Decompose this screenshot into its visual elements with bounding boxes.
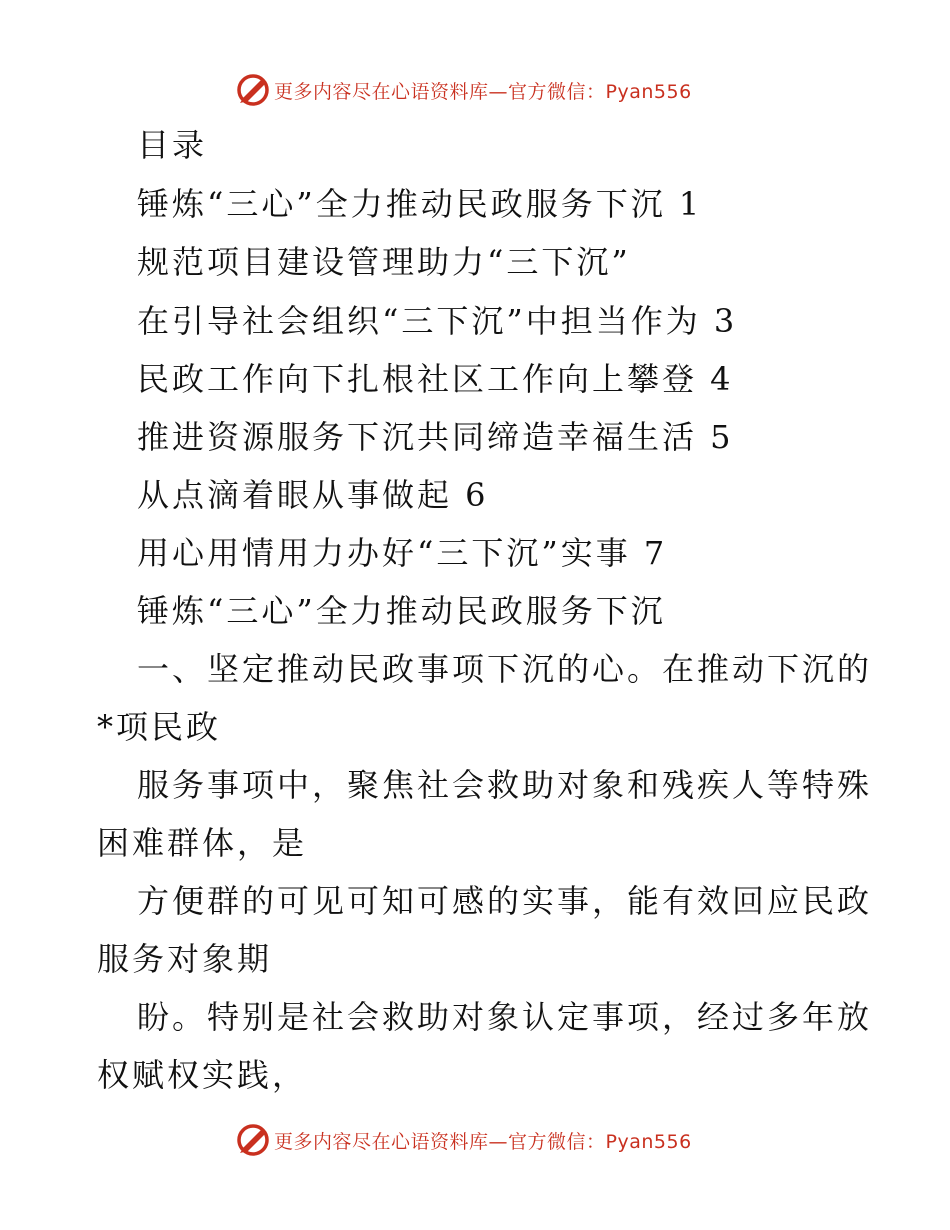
paragraph-line: 一、坚定推动民政事项下沉的心。在推动下沉的 [137, 650, 873, 688]
toc-title: 目录 [137, 126, 208, 164]
paragraph-line: *项民政 [97, 708, 222, 746]
paragraph-line: 权赋权实践， [97, 1056, 308, 1094]
paragraph-line: 方便群的可见可知可感的实事，能有效回应民政 [137, 882, 873, 920]
toc-entry: 推进资源服务下沉共同缔造幸福生活 5 [137, 418, 734, 456]
footer-banner-text: 更多内容尽在心语资料库—官方微信：Pyan556 [274, 1130, 692, 1153]
toc-entry: 锤炼“三心”全力推动民政服务下沉 1 [137, 185, 703, 223]
toc-entry: 从点滴着眼从事做起 6 [137, 476, 489, 514]
paragraph-line: 困难群体，是 [97, 824, 308, 862]
pen-circle-logo-icon [236, 73, 270, 107]
article-heading: 锤炼“三心”全力推动民政服务下沉 [137, 592, 666, 630]
pen-circle-logo-icon [236, 1123, 270, 1157]
paragraph-line: 盼。特别是社会救助对象认定事项，经过多年放 [137, 998, 873, 1036]
header-banner-text: 更多内容尽在心语资料库—官方微信：Pyan556 [274, 80, 692, 103]
toc-entry: 规范项目建设管理助力“三下沉” [137, 243, 631, 281]
paragraph-line: 服务对象期 [97, 940, 273, 978]
footer-banner [0, 1120, 950, 1160]
paragraph-line: 服务事项中，聚焦社会救助对象和残疾人等特殊 [137, 766, 873, 804]
toc-entry: 用心用情用力办好“三下沉”实事 7 [137, 534, 668, 572]
toc-entry: 在引导社会组织“三下沉”中担当作为 3 [137, 302, 738, 340]
header-banner [0, 70, 950, 110]
toc-entry: 民政工作向下扎根社区工作向上攀登 4 [137, 360, 734, 398]
